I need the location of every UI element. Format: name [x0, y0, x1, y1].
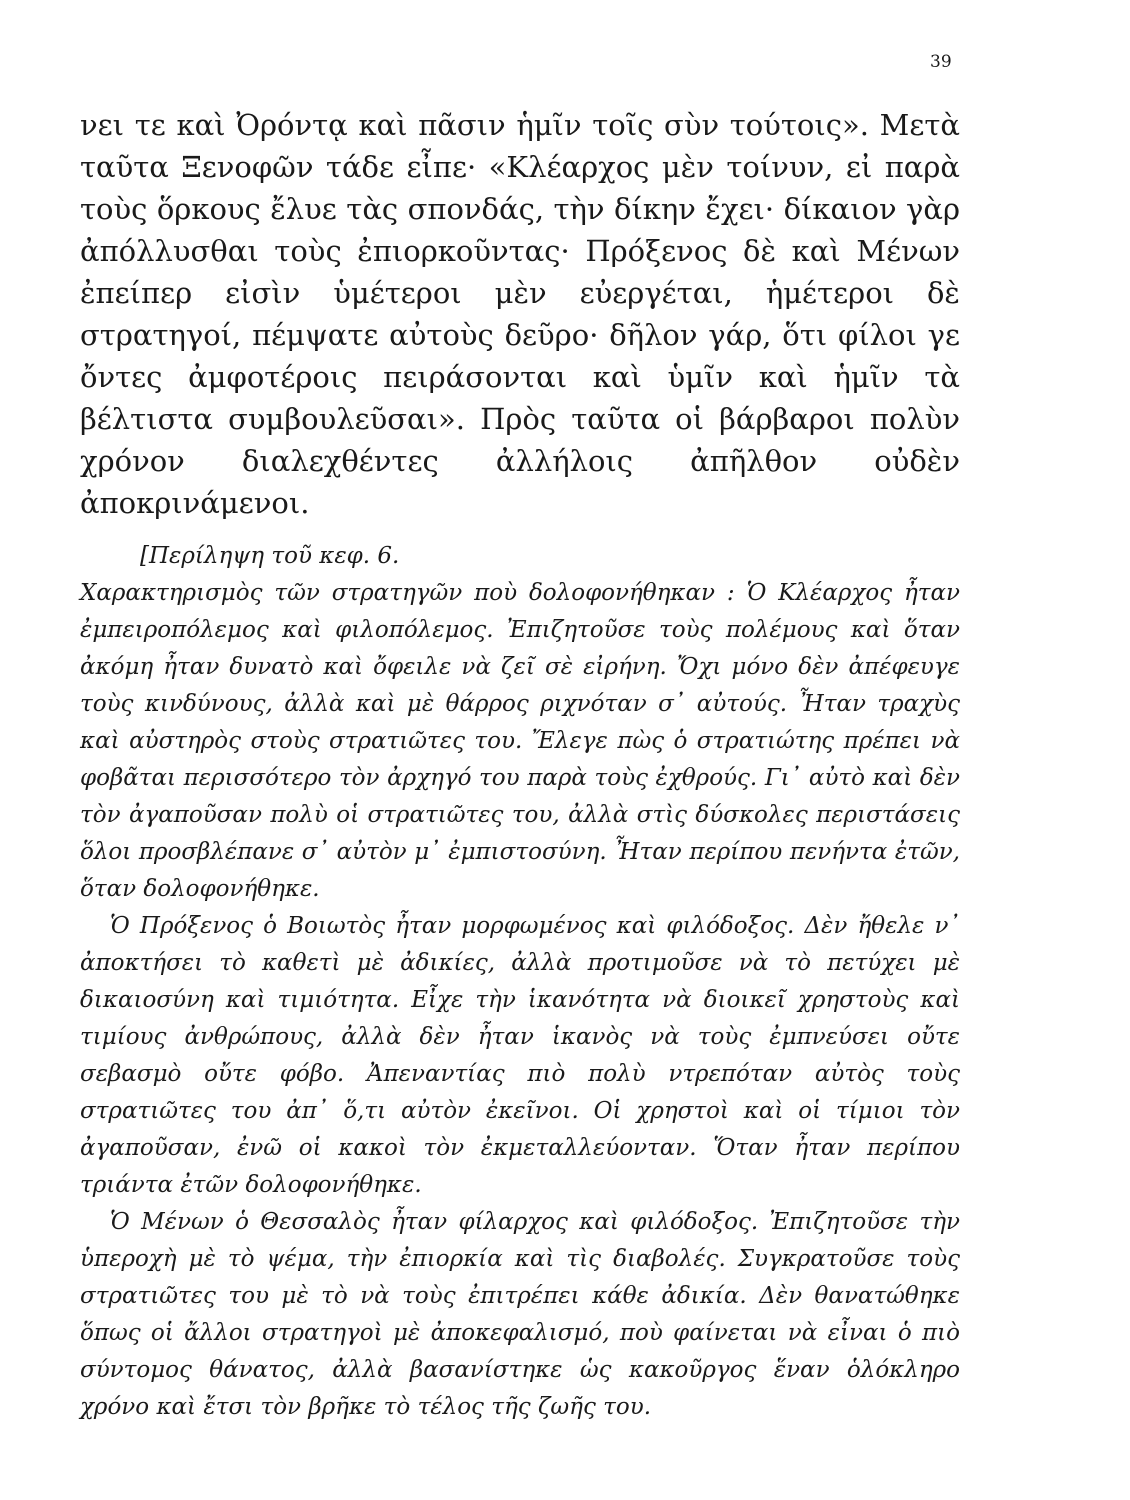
summary-paragraph-clearchus: Χαρακτηρισμὸς τῶν στρατηγῶν ποὺ δολοφονήθηκαν : Ὁ Κλέαρχος ἦταν ἐμπειροπόλεμος καὶ φιλοπόλεμος. Ἐπιζητοῦσε τοὺς πολέμους καὶ ὅταν ἀκόμη ἦταν δυνατὸ καὶ ὄφειλε νὰ ζεῖ σὲ εἰρήνη. Ὄχι μόνο δὲν ἀπέφευγε τοὺς κινδύνους, ἀλλὰ καὶ μὲ θάρρος ριχνόταν σ᾽ αὐτούς. Ἦταν τραχὺς καὶ αὐστηρὸς στοὺς στρατιῶτες του. Ἔλεγε πὼς ὁ στρατιώτης πρέπει νὰ φοβᾶται περισσότερο τὸν ἀρχηγό του παρὰ τοὺς ἐχθρούς. Γι᾽ αὐτὸ καὶ δὲν τὸν ἀγαποῦσαν πολὺ οἱ στρατιῶτες του, ἀλλὰ στὶς δύσκολες περιστάσεις ὅλοι προσβλέπανε σ᾽ αὐτὸν μ᾽ ἐμπιστοσύνη. Ἦταν περίπου πενήντα ἐτῶν, ὅταν δολοφονήθηκε. — [80, 580, 960, 902]
summary-paragraph-proxenus: Ὁ Πρόξενος ὁ Βοιωτὸς ἦταν μορφωμένος καὶ φιλόδοξος. Δὲν ἤθελε ν᾽ ἀποκτήσει τὸ καθετὶ μὲ ἀδικίες, ἀλλὰ προτιμοῦσε νὰ τὸ πετύχει μὲ δικαιοσύνη καὶ τιμιότητα. Εἶχε τὴν ἱκανότητα νὰ διοικεῖ χρηστοὺς καὶ τιμίους ἀνθρώπους, ἀλλὰ δὲν ἦταν ἱκανὸς νὰ τοὺς ἐμπνεύσει οὔτε σεβασμὸ οὔτε φόβο. Ἀπεναντίας πιὸ πολὺ ντρεπόταν αὐτὸς τοὺς στρατιῶτες του ἀπ᾽ ὅ,τι αὐτὸν ἐκεῖνοι. Οἱ χρηστοὶ καὶ οἱ τίμιοι τὸν ἀγαποῦσαν, ἐνῶ οἱ κακοὶ τὸν ἐκμεταλλεύονταν. Ὅταν ἦταν περίπου τριάντα ἐτῶν δολοφονήθηκε. — [80, 913, 960, 1198]
greek-paragraph: νει τε καὶ Ὀρόντᾳ καὶ πᾶσιν ἡμῖν τοῖς σὺν τούτοις». Μετὰ ταῦτα Ξενοφῶν τάδε εἶπε· «Κλέαρχος μὲν τοίνυν, εἰ παρὰ τοὺς ὅρκους ἔλυε τὰς σπονδάς, τὴν δίκην ἔχει· δίκαιον γὰρ ἀπόλλυσθαι τοὺς ἐπιορκοῦντας· Πρόξενος δὲ καὶ Μένων ἐπείπερ εἰσὶν ὑμέτεροι μὲν εὐεργέται, ἡμέτεροι δὲ στρατηγοί, πέμψατε αὐτοὺς δεῦρο· δῆλον γάρ, ὅτι φίλοι γε ὄντες ἀμφοτέροις πειράσονται καὶ ὑμῖν καὶ ἡμῖν τὰ βέλτιστα συμβουλεῦσαι». Πρὸς ταῦτα οἱ βάρβαροι πολὺν χρόνον διαλεχθέντες ἀλλήλοις ἀπῆλθον οὐδὲν ἀποκρινάμενοι. — [80, 108, 960, 520]
summary-paragraph-menon: Ὁ Μένων ὁ Θεσσαλὸς ἦταν φίλαρχος καὶ φιλόδοξος. Ἐπιζητοῦσε τὴν ὑπεροχὴ μὲ τὸ ψέμα, τὴν ἐπιορκία καὶ τὶς διαβολές. Συγκρατοῦσε τοὺς στρατιῶτες του μὲ τὸ νὰ τοὺς ἐπιτρέπει κάθε ἀδικία. Δὲν θανατώθηκε ὅπως οἱ ἄλλοι στρατηγοὶ μὲ ἀποκεφαλισμό, ποὺ φαίνεται νὰ εἶναι ὁ πιὸ σύντομος θάνατος, ἀλλὰ βασανίστηκε ὡς κακοῦργος ἕναν ὁλόκληρο χρόνο καὶ ἔτσι τὸν βρῆκε τὸ τέλος τῆς ζωῆς του. — [80, 1209, 960, 1420]
main-text — [80, 104, 960, 524]
page-number: 39 — [930, 52, 952, 72]
summary-title: [Περίληψη τοῦ κεφ. 6. — [140, 543, 400, 569]
chapter-summary — [80, 538, 960, 1426]
